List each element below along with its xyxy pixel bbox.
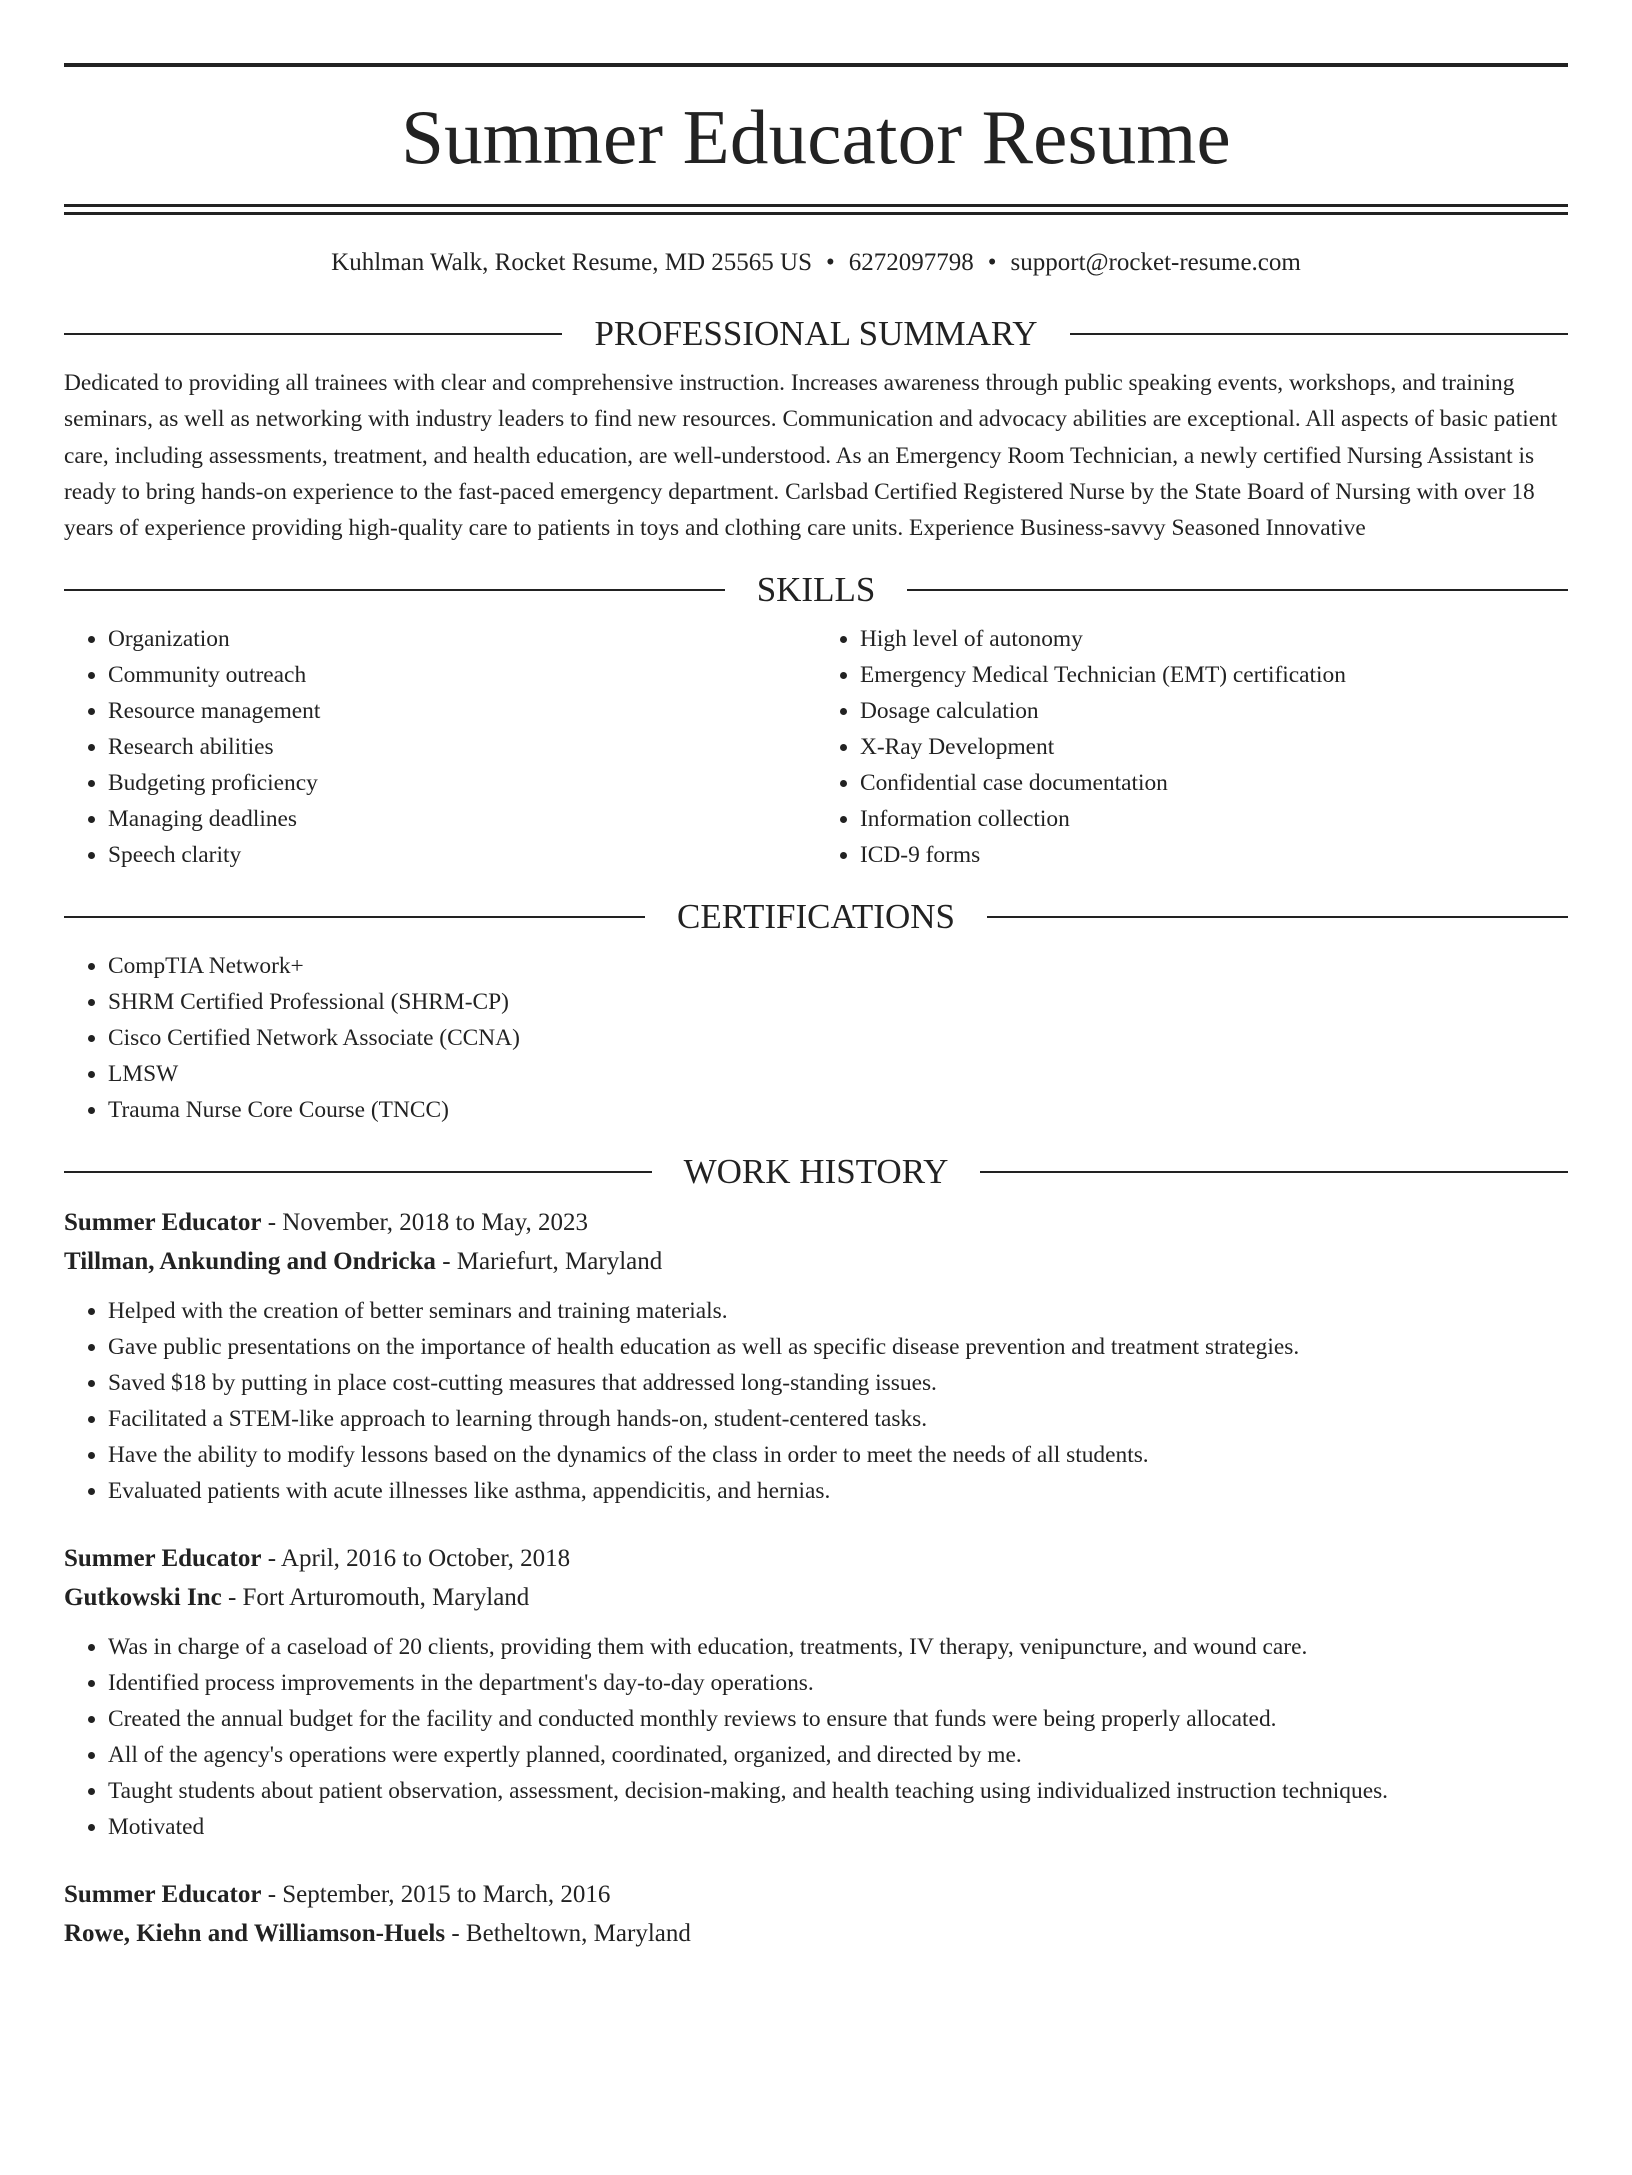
job-title-line bbox=[64, 1875, 1568, 1914]
certification-item: • LMSW bbox=[108, 1056, 1568, 1092]
skills-list-right bbox=[816, 621, 1568, 873]
contact-separator: • bbox=[826, 249, 835, 276]
skill-item: • Community outreach bbox=[108, 657, 816, 693]
certification-item: • Cisco Certified Network Associate (CCNA) bbox=[108, 1020, 1568, 1056]
contact-line bbox=[64, 248, 1568, 278]
contact-separator: • bbox=[987, 249, 997, 276]
job-dash: - bbox=[435, 1248, 457, 1276]
section-rule bbox=[1070, 333, 1568, 335]
skill-item: • Budgeting proficiency bbox=[108, 765, 816, 801]
job-location: Mariefurt, Maryland bbox=[456, 1248, 663, 1276]
summary-heading: PROFESSIONAL SUMMARY bbox=[594, 314, 1038, 353]
summary-section-header bbox=[64, 316, 1568, 351]
skill-item: • High level of autonomy bbox=[860, 621, 1568, 657]
job-duty-item: • Motivated bbox=[108, 1809, 1568, 1845]
job-duty-item: • Was in charge of a caseload of 20 clients, providing them with education, treatments, IV therapy, venipuncture, and wound care. bbox=[108, 1629, 1568, 1665]
skills-section-header bbox=[64, 570, 1568, 610]
resume-page bbox=[0, 63, 1632, 2175]
job-title: Summer Educator bbox=[64, 1209, 262, 1237]
resume-title: Summer Educator Resume bbox=[401, 94, 1231, 180]
work-history-list bbox=[64, 1203, 1568, 1953]
job-duty-item: • Facilitated a STEM-like approach to learning through hands-on, student-centered tasks. bbox=[108, 1401, 1568, 1437]
skill-item: • Speech clarity bbox=[108, 837, 816, 873]
section-rule bbox=[64, 333, 562, 335]
job-entry bbox=[64, 1539, 1568, 1845]
contact-phone: 6272097798 bbox=[848, 249, 974, 276]
certification-item: • SHRM Certified Professional (SHRM-CP) bbox=[108, 984, 1568, 1020]
top-rule bbox=[64, 63, 1568, 67]
job-dash: - bbox=[261, 1545, 281, 1573]
job-duty-item: • Created the annual budget for the facility and conducted monthly reviews to ensure that funds were being properly allocated. bbox=[108, 1701, 1568, 1737]
skills-list-left bbox=[64, 621, 816, 873]
contact-address: Kuhlman Walk, Rocket Resume, MD 25565 US bbox=[331, 249, 812, 276]
contact-email: support@rocket-resume.com bbox=[1010, 249, 1301, 276]
job-dash: - bbox=[221, 1584, 243, 1612]
section-rule bbox=[64, 916, 645, 918]
job-title-line bbox=[64, 1203, 1568, 1242]
certifications-list bbox=[64, 948, 1568, 1128]
summary-text: Dedicated to providing all trainees with clear and comprehensive instruction. Increases awareness through public speaking events, workshops, and training seminars, as well as networking with industry leaders to find new resources. Communication and advocacy abilities are exceptional. All aspects of basic patient care, including assessments, treatment, and health education, are well-understood. As an Emergency Room Technician, a newly certified Nursing Assistant is ready to bring hands-on experience to the fast-paced emergency department. Carlsbad Certified Registered Nurse by the State Board of Nursing with over 18 years of experience providing high-quality care to patients in toys and clothing care units. Experience Business-savvy Seasoned Innovative bbox=[64, 370, 1558, 542]
job-duty-item: • Taught students about patient observation, assessment, decision-making, and health teaching using individualized instruction techniques. bbox=[108, 1773, 1568, 1809]
job-duties-list bbox=[64, 1293, 1568, 1509]
job-dash: - bbox=[445, 1920, 466, 1948]
job-duty-item: • Identified process improvements in the department's day-to-day operations. bbox=[108, 1665, 1568, 1701]
job-company-line bbox=[64, 1914, 1568, 1953]
job-entry bbox=[64, 1875, 1568, 1953]
skill-item: • Organization bbox=[108, 621, 816, 657]
job-dash: - bbox=[261, 1881, 283, 1909]
skill-item: • Confidential case documentation bbox=[860, 765, 1568, 801]
work-heading: WORK HISTORY bbox=[683, 1152, 949, 1192]
skills-columns bbox=[64, 621, 1568, 873]
skill-item: • Emergency Medical Technician (EMT) certification bbox=[860, 657, 1568, 693]
section-rule bbox=[64, 589, 725, 591]
title-double-rule bbox=[64, 204, 1568, 215]
job-company-line bbox=[64, 1578, 1568, 1617]
job-duties-list bbox=[64, 1629, 1568, 1845]
certification-item: • CompTIA Network+ bbox=[108, 948, 1568, 984]
job-duty-item: • Saved $18 by putting in place cost-cutting measures that addressed long-standing issues. bbox=[108, 1365, 1568, 1401]
skill-item: • Resource management bbox=[108, 693, 816, 729]
section-rule bbox=[64, 1171, 652, 1173]
job-duty-item: • All of the agency's operations were expertly planned, coordinated, organized, and directed by me. bbox=[108, 1737, 1568, 1773]
work-section-header bbox=[64, 1152, 1568, 1192]
skill-item: • X-Ray Development bbox=[860, 729, 1568, 765]
job-duty-item: • Have the ability to modify lessons based on the dynamics of the class in order to meet the needs of all students. bbox=[108, 1437, 1568, 1473]
skill-item: • ICD-9 forms bbox=[860, 837, 1568, 873]
section-rule bbox=[987, 916, 1568, 918]
job-company: Gutkowski Inc bbox=[64, 1584, 222, 1612]
certification-item: • Trauma Nurse Core Course (TNCC) bbox=[108, 1092, 1568, 1128]
certifications-section-header bbox=[64, 897, 1568, 937]
skill-item: • Information collection bbox=[860, 801, 1568, 837]
job-dates: November, 2018 to May, 2023 bbox=[282, 1209, 588, 1237]
section-rule bbox=[907, 589, 1568, 591]
job-dates: April, 2016 to October, 2018 bbox=[280, 1545, 571, 1573]
job-duty-item: • Evaluated patients with acute illnesses like asthma, appendicitis, and hernias. bbox=[108, 1473, 1568, 1509]
job-title: Summer Educator bbox=[64, 1881, 262, 1909]
job-company: Tillman, Ankunding and Ondricka bbox=[64, 1248, 436, 1276]
job-company-line bbox=[64, 1242, 1568, 1281]
job-entry bbox=[64, 1203, 1568, 1509]
job-duty-item: • Helped with the creation of better seminars and training materials. bbox=[108, 1293, 1568, 1329]
job-location: Betheltown, Maryland bbox=[465, 1920, 691, 1948]
certifications-heading: CERTIFICATIONS bbox=[677, 897, 955, 937]
section-rule bbox=[980, 1171, 1568, 1173]
skill-item: • Managing deadlines bbox=[108, 801, 816, 837]
skill-item: • Dosage calculation bbox=[860, 693, 1568, 729]
job-location: Fort Arturomouth, Maryland bbox=[242, 1584, 530, 1612]
skills-heading: SKILLS bbox=[756, 570, 876, 610]
job-title-line bbox=[64, 1539, 1568, 1578]
job-dash: - bbox=[261, 1209, 283, 1237]
job-company: Rowe, Kiehn and Williamson-Huels bbox=[64, 1920, 446, 1948]
skill-item: • Research abilities bbox=[108, 729, 816, 765]
job-dates: September, 2015 to March, 2016 bbox=[282, 1881, 611, 1909]
job-duty-item: • Gave public presentations on the importance of health education as well as specific disease prevention and treatment strategies. bbox=[108, 1329, 1568, 1365]
job-title: Summer Educator bbox=[64, 1545, 262, 1573]
